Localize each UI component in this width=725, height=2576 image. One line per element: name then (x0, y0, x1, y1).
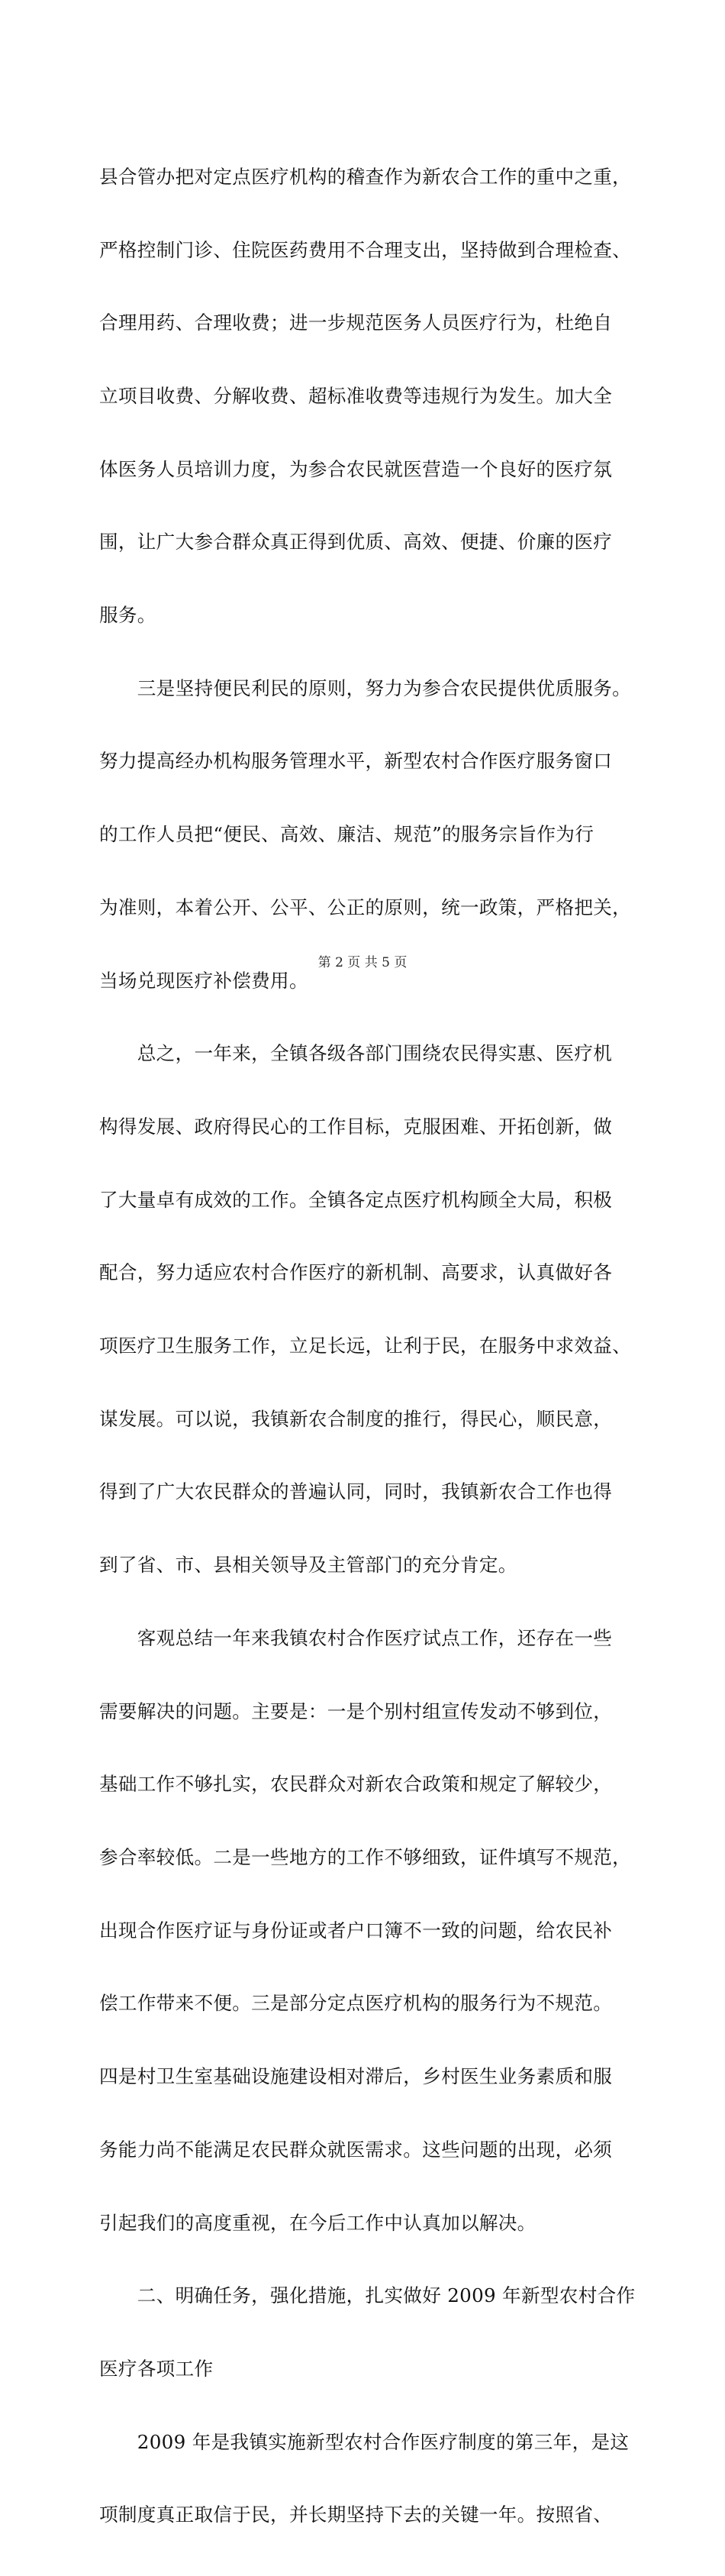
text-line: 了大量卓有成效的工作。全镇各定点医疗机构顾全大局，积极 (99, 1188, 613, 1211)
text-line: 引起我们的高度重视，在今后工作中认真加以解决。 (99, 2211, 536, 2234)
text-line: 总之，一年来，全镇各级各部门围绕农民得实惠、医疗机 (99, 1042, 613, 1065)
text-line: 服务。 (99, 604, 156, 627)
text-line: 2009 年是我镇实施新型农村合作医疗制度的第三年，是这 (99, 2430, 630, 2453)
text-line: 为准则，本着公开、公平、公正的原则，统一政策，严格把关， (99, 896, 632, 918)
body-text (99, 116, 636, 2576)
text-line: 合理用药、合理收费；进一步规范医务人员医疗行为，杜绝自 (99, 312, 613, 334)
text-line: 配合，努力适应农村合作医疗的新机制、高要求，认真做好各 (99, 1261, 613, 1284)
text-line: 客观总结一年来我镇农村合作医疗试点工作，还存在一些 (99, 1626, 613, 1649)
text-line: 需要解决的问题。主要是：一是个别村组宣传发动不够到位， (99, 1700, 613, 1722)
text-line: 立项目收费、分解收费、超标准收费等违规行为发生。加大全 (99, 384, 613, 407)
text-line: 务能力尚不能满足农民群众就医需求。这些问题的出现，必须 (99, 2138, 613, 2161)
document-body (99, 116, 636, 2576)
section-heading-line: 医疗各项工作 (99, 2357, 214, 2380)
text-line: 参合率较低。二是一些地方的工作不够细致，证件填写不规范， (99, 1845, 632, 1868)
page-number-footer: 第 2 页 共 5 页 (317, 955, 408, 970)
text-line: 基础工作不够扎实，农民群众对新农合政策和规定了解较少， (99, 1773, 613, 1796)
text-line: 构得发展、政府得民心的工作目标，克服困难、开拓创新，做 (99, 1115, 613, 1138)
text-line: 四是村卫生室基础设施建设相对滞后，乡村医生业务素质和服 (99, 2065, 613, 2088)
text-line: 三是坚持便民利民的原则，努力为参合农民提供优质服务。 (99, 676, 632, 699)
text-line: 县合管办把对定点医疗机构的稽查作为新农合工作的重中之重， (99, 165, 632, 188)
text-line: 谋发展。可以说，我镇新农合制度的推行，得民心，顺民意， (99, 1407, 613, 1430)
text-line: 得到了广大农民群众的普遍认同，同时，我镇新农合工作也得 (99, 1480, 613, 1503)
text-line: 项医疗卫生服务工作，立足长远，让利于民，在服务中求效益、 (99, 1335, 632, 1357)
text-line: 偿工作带来不便。三是部分定点医疗机构的服务行为不规范。 (99, 1992, 613, 2015)
text-line: 体医务人员培训力度，为参合农民就医营造一个良好的医疗氛 (99, 457, 613, 480)
text-line: 到了省、市、县相关领导及主管部门的充分肯定。 (99, 1554, 517, 1577)
text-line: 出现合作医疗证与身份证或者户口簿不一致的问题，给农民补 (99, 1919, 613, 1942)
text-line: 的工作人员把“便民、高效、廉洁、规范”的服务宗旨作为行 (99, 823, 594, 846)
text-line: 围，让广大参合群众真正得到优质、高效、便捷、价廉的医疗 (99, 531, 613, 554)
text-line: 当场兑现医疗补偿费用。 (99, 969, 308, 992)
text-line: 严格控制门诊、住院医药费用不合理支出，坚持做到合理检查、 (99, 238, 632, 261)
text-line: 项制度真正取信于民，并长期坚持下去的关键一年。按照省、 (99, 2503, 613, 2526)
section-heading-line: 二、明确任务，强化措施，扎实做好 2009 年新型农村合作 (99, 2284, 636, 2307)
text-line: 努力提高经办机构服务管理水平，新型农村合作医疗服务窗口 (99, 750, 613, 773)
